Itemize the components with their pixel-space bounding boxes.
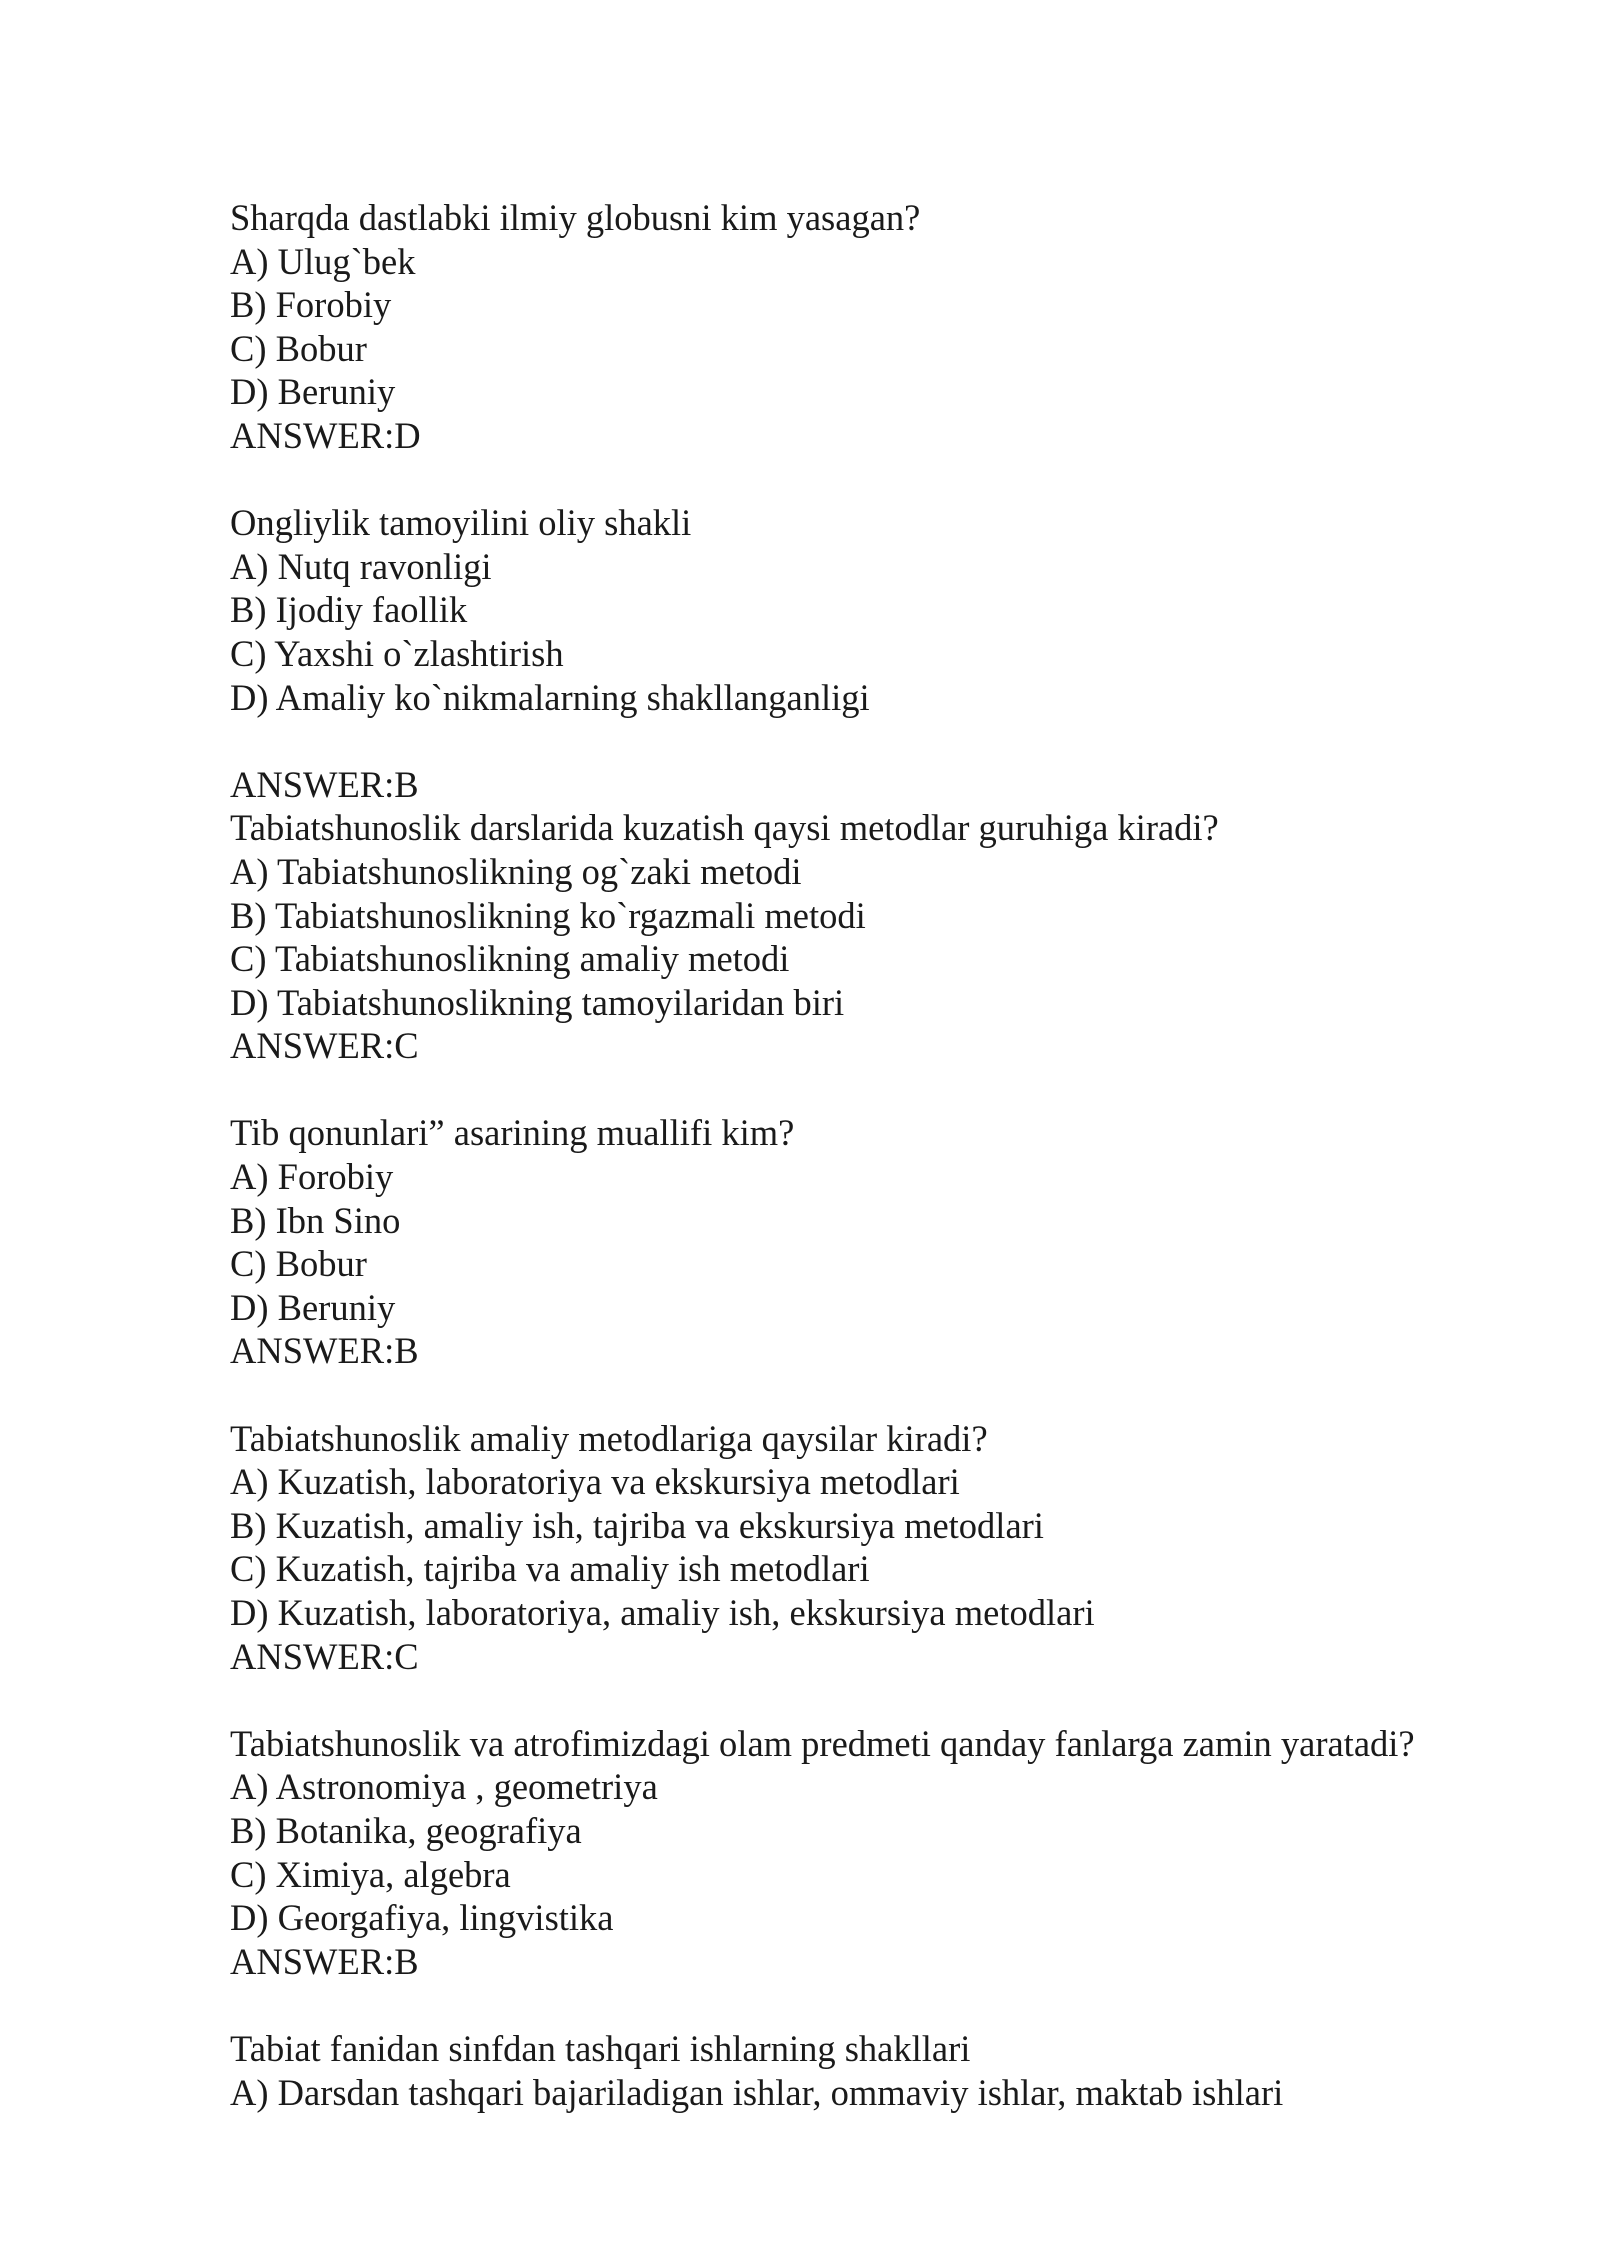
blank-line — [230, 1373, 1570, 1417]
question-text: Sharqda dastlabki ilmiy globusni kim yasagan? — [230, 197, 921, 238]
question-text: Tabiat fanidan sinfdan tashqari ishlarning shakllari — [230, 2027, 971, 2069]
correct-answer: ANSWER:C — [230, 1025, 419, 1067]
answer-option: B) Ibn Sino — [230, 1199, 401, 1241]
answer-option: D) Georgafiya, lingvistika — [230, 1897, 614, 1939]
blank-line — [230, 1068, 1570, 1112]
question-text: Ongliylik tamoyilini oliy shakli — [230, 502, 692, 544]
correct-answer: ANSWER:B — [230, 1330, 419, 1372]
answer-option: B) Ijodiy faollik — [230, 589, 468, 631]
answer-option: C) Tabiatshunoslikning amaliy metodi — [230, 938, 790, 980]
answer-option: A) Nutq ravonligi — [230, 545, 492, 587]
correct-answer: ANSWER:B — [230, 1940, 419, 1982]
answer-option: B) Tabiatshunoslikning ko`rgazmali metodi — [230, 894, 866, 936]
answer-option: D) Beruniy — [230, 371, 396, 413]
question-block — [230, 1111, 1570, 1373]
question-text: Tib qonunlari” asarining muallifi kim? — [230, 1112, 795, 1154]
question-text: Tabiatshunoslik darslarida kuzatish qaysi metodlar guruhiga kiradi? — [230, 807, 1219, 849]
answer-option: A) Kuzatish, laboratoriya va ekskursiya metodlari — [230, 1461, 960, 1503]
answer-option: C) Kuzatish, tajriba va amaliy ish metodlari — [230, 1548, 870, 1590]
answer-option: C) Bobur — [230, 1243, 367, 1285]
answer-option: C) Bobur — [230, 327, 367, 369]
answer-option: D) Beruniy — [230, 1286, 396, 1328]
question-block — [230, 1417, 1570, 1679]
question-block — [230, 2027, 1570, 2114]
question-block — [230, 806, 1570, 1068]
answer-option: A) Tabiatshunoslikning og`zaki metodi — [230, 850, 802, 892]
correct-answer: ANSWER:B — [230, 763, 419, 805]
question-text: Tabiatshunoslik va atrofimizdagi olam predmeti qanday fanlarga zamin yaratadi? — [230, 1722, 1415, 1764]
answer-option: D) Kuzatish, laboratoriya, amaliy ish, ekskursiya metodlari — [230, 1592, 1095, 1633]
answer-option: A) Darsdan tashqari bajariladigan ishlar, ommaviy ishlar, maktab ishlari — [230, 2071, 1284, 2113]
blank-line — [230, 719, 1570, 763]
answer-option: B) Forobiy — [230, 284, 392, 326]
answer-option: D) Amaliy ko`nikmalarning shakllanganligi — [230, 676, 870, 718]
correct-answer: ANSWER:D — [230, 414, 421, 456]
answer-option: D) Tabiatshunoslikning tamoyilaridan biri — [230, 981, 845, 1023]
blank-line — [230, 1678, 1570, 1722]
answer-option: A) Astronomiya , geometriya — [230, 1766, 658, 1808]
answer-option: B) Kuzatish, amaliy ish, tajriba va ekskursiya metodlari — [230, 1504, 1044, 1546]
question-block — [230, 501, 1570, 806]
answer-option: A) Ulug`bek — [230, 240, 416, 282]
answer-option: C) Yaxshi o`zlashtirish — [230, 632, 564, 674]
blank-line — [230, 458, 1570, 502]
question-block — [230, 196, 1570, 458]
question-block — [230, 1722, 1570, 1984]
correct-answer: ANSWER:C — [230, 1635, 419, 1677]
answer-option: A) Forobiy — [230, 1156, 394, 1198]
blank-line — [230, 1983, 1570, 2027]
answer-option: B) Botanika, geografiya — [230, 1809, 582, 1851]
document-body — [230, 196, 1570, 2114]
answer-option: C) Ximiya, algebra — [230, 1853, 511, 1895]
question-text: Tabiatshunoslik amaliy metodlariga qaysilar kiradi? — [230, 1417, 988, 1459]
